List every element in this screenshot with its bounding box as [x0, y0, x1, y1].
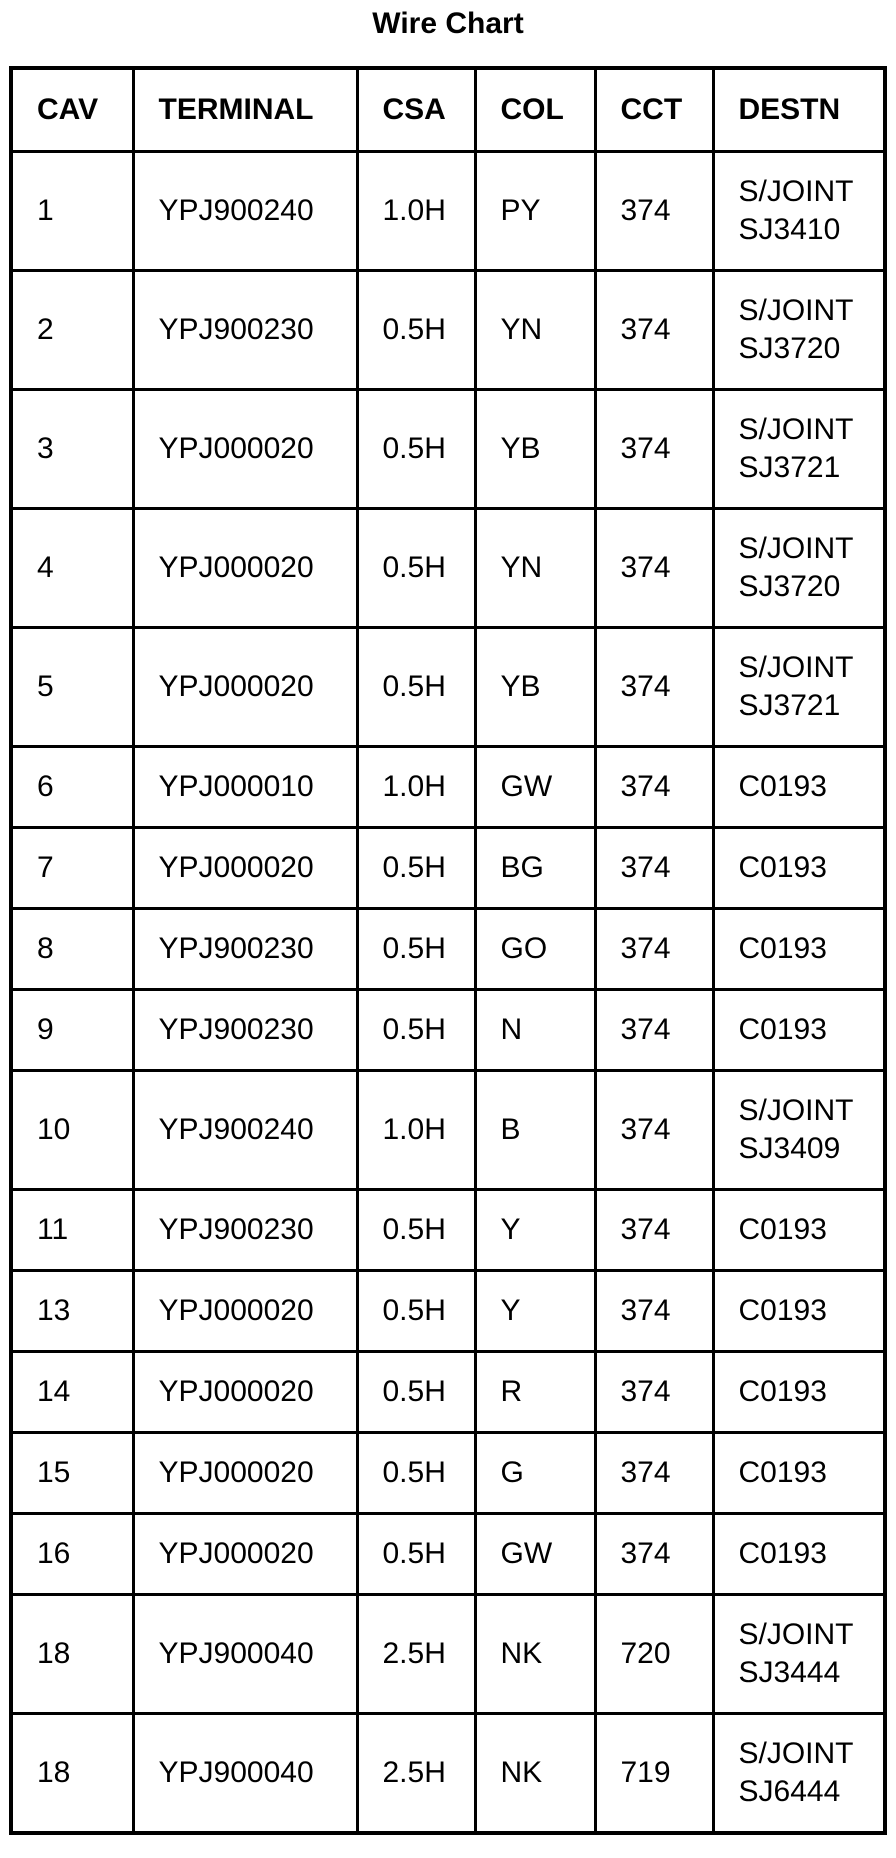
cell-cav: 7 — [11, 828, 133, 909]
table-row — [11, 828, 885, 909]
destn-line: SJ3721 — [738, 689, 841, 722]
cell-destn — [713, 271, 885, 390]
table-row — [11, 390, 885, 509]
cell-csa: 2.5H — [357, 1595, 475, 1714]
table-row — [11, 909, 885, 990]
table-row — [11, 509, 885, 628]
cell-cct: 374 — [595, 747, 713, 828]
table-row — [11, 1271, 885, 1352]
cell-csa: 0.5H — [357, 628, 475, 747]
cell-terminal: YPJ900040 — [133, 1595, 357, 1714]
cell-col: GO — [475, 909, 595, 990]
cell-cav: 2 — [11, 271, 133, 390]
cell-terminal: YPJ000020 — [133, 1352, 357, 1433]
cell-cct: 374 — [595, 1514, 713, 1595]
destn-line: S/JOINT — [738, 1737, 854, 1770]
cell-terminal: YPJ900040 — [133, 1714, 357, 1834]
destn-line: SJ3410 — [738, 213, 841, 246]
cell-destn — [713, 1514, 885, 1595]
cell-cav: 8 — [11, 909, 133, 990]
cell-destn — [713, 990, 885, 1071]
cell-csa: 0.5H — [357, 990, 475, 1071]
destn-line: SJ3720 — [738, 332, 841, 365]
destn-line: C0193 — [738, 1213, 827, 1246]
cell-cav: 13 — [11, 1271, 133, 1352]
cell-cct: 374 — [595, 390, 713, 509]
cell-col: Y — [475, 1271, 595, 1352]
cell-col: GW — [475, 747, 595, 828]
header-csa: CSA — [357, 68, 475, 152]
cell-cav: 9 — [11, 990, 133, 1071]
cell-terminal: YPJ000020 — [133, 628, 357, 747]
cell-destn — [713, 628, 885, 747]
table-row — [11, 1514, 885, 1595]
wire-chart-table — [9, 66, 887, 1835]
cell-terminal: YPJ900230 — [133, 909, 357, 990]
header-terminal: TERMINAL — [133, 68, 357, 152]
cell-cct: 374 — [595, 1190, 713, 1271]
table-row — [11, 747, 885, 828]
destn-line: C0193 — [738, 1375, 827, 1408]
cell-csa: 0.5H — [357, 509, 475, 628]
destn-line: SJ3720 — [738, 570, 841, 603]
table-header-row — [11, 68, 885, 152]
cell-cav: 18 — [11, 1595, 133, 1714]
cell-csa: 0.5H — [357, 1514, 475, 1595]
table-body — [11, 152, 885, 1834]
cell-col: R — [475, 1352, 595, 1433]
destn-line: C0193 — [738, 1294, 827, 1327]
cell-destn — [713, 1714, 885, 1834]
cell-cct: 720 — [595, 1595, 713, 1714]
cell-cav: 1 — [11, 152, 133, 271]
cell-destn — [713, 152, 885, 271]
cell-csa: 0.5H — [357, 271, 475, 390]
cell-col: YB — [475, 628, 595, 747]
destn-line: S/JOINT — [738, 413, 854, 446]
cell-terminal: YPJ000020 — [133, 390, 357, 509]
table-row — [11, 1071, 885, 1190]
cell-cct: 374 — [595, 1271, 713, 1352]
cell-destn — [713, 1190, 885, 1271]
cell-terminal: YPJ000020 — [133, 1433, 357, 1514]
cell-col: Y — [475, 1190, 595, 1271]
cell-col: N — [475, 990, 595, 1071]
cell-destn — [713, 1071, 885, 1190]
cell-terminal: YPJ000020 — [133, 1514, 357, 1595]
cell-cav: 18 — [11, 1714, 133, 1834]
cell-col: NK — [475, 1595, 595, 1714]
cell-csa: 0.5H — [357, 1433, 475, 1514]
cell-destn — [713, 1352, 885, 1433]
cell-terminal: YPJ900230 — [133, 271, 357, 390]
cell-csa: 1.0H — [357, 747, 475, 828]
destn-line: C0193 — [738, 770, 827, 803]
table-row — [11, 1714, 885, 1834]
destn-line: C0193 — [738, 1013, 827, 1046]
cell-col: YN — [475, 271, 595, 390]
cell-cav: 16 — [11, 1514, 133, 1595]
destn-line: SJ3409 — [738, 1132, 841, 1165]
cell-cct: 374 — [595, 909, 713, 990]
cell-col: PY — [475, 152, 595, 271]
cell-destn — [713, 390, 885, 509]
cell-col: NK — [475, 1714, 595, 1834]
destn-line: S/JOINT — [738, 1094, 854, 1127]
destn-line: S/JOINT — [738, 1618, 854, 1651]
destn-line: C0193 — [738, 932, 827, 965]
cell-destn — [713, 747, 885, 828]
cell-terminal: YPJ900230 — [133, 1190, 357, 1271]
destn-line: C0193 — [738, 1537, 827, 1570]
cell-destn — [713, 509, 885, 628]
table-row — [11, 990, 885, 1071]
destn-line: S/JOINT — [738, 532, 854, 565]
cell-csa: 0.5H — [357, 390, 475, 509]
cell-col: YB — [475, 390, 595, 509]
cell-cct: 374 — [595, 152, 713, 271]
cell-cct: 719 — [595, 1714, 713, 1834]
cell-cav: 15 — [11, 1433, 133, 1514]
destn-line: SJ6444 — [738, 1775, 841, 1808]
destn-line: C0193 — [738, 1456, 827, 1489]
cell-destn — [713, 909, 885, 990]
cell-cct: 374 — [595, 990, 713, 1071]
cell-cav: 14 — [11, 1352, 133, 1433]
cell-terminal: YPJ000020 — [133, 828, 357, 909]
cell-cav: 11 — [11, 1190, 133, 1271]
cell-csa: 1.0H — [357, 1071, 475, 1190]
header-cav: CAV — [11, 68, 133, 152]
table-row — [11, 1190, 885, 1271]
destn-line: SJ3721 — [738, 451, 841, 484]
cell-cct: 374 — [595, 271, 713, 390]
cell-terminal: YPJ900240 — [133, 1071, 357, 1190]
cell-terminal: YPJ000020 — [133, 1271, 357, 1352]
cell-col: G — [475, 1433, 595, 1514]
table-row — [11, 1433, 885, 1514]
cell-cct: 374 — [595, 628, 713, 747]
cell-cav: 4 — [11, 509, 133, 628]
cell-cav: 6 — [11, 747, 133, 828]
header-cct: CCT — [595, 68, 713, 152]
header-destn: DESTN — [713, 68, 885, 152]
cell-cct: 374 — [595, 1433, 713, 1514]
cell-cct: 374 — [595, 1352, 713, 1433]
table-row — [11, 1595, 885, 1714]
page-title: Wire Chart — [372, 7, 524, 40]
cell-terminal: YPJ900230 — [133, 990, 357, 1071]
table-row — [11, 1352, 885, 1433]
table-row — [11, 628, 885, 747]
header-col: COL — [475, 68, 595, 152]
destn-line: SJ3444 — [738, 1656, 841, 1689]
cell-cav: 5 — [11, 628, 133, 747]
cell-terminal: YPJ900240 — [133, 152, 357, 271]
destn-line: C0193 — [738, 851, 827, 884]
cell-cav: 3 — [11, 390, 133, 509]
cell-destn — [713, 1595, 885, 1714]
cell-csa: 2.5H — [357, 1714, 475, 1834]
cell-cav: 10 — [11, 1071, 133, 1190]
cell-csa: 0.5H — [357, 1271, 475, 1352]
cell-csa: 0.5H — [357, 909, 475, 990]
cell-col: BG — [475, 828, 595, 909]
cell-destn — [713, 1433, 885, 1514]
cell-destn — [713, 1271, 885, 1352]
cell-col: YN — [475, 509, 595, 628]
destn-line: S/JOINT — [738, 294, 854, 327]
cell-terminal: YPJ000010 — [133, 747, 357, 828]
cell-cct: 374 — [595, 828, 713, 909]
destn-line: S/JOINT — [738, 175, 854, 208]
cell-csa: 0.5H — [357, 1352, 475, 1433]
cell-csa: 1.0H — [357, 152, 475, 271]
cell-cct: 374 — [595, 509, 713, 628]
cell-terminal: YPJ000020 — [133, 509, 357, 628]
cell-csa: 0.5H — [357, 828, 475, 909]
cell-csa: 0.5H — [357, 1190, 475, 1271]
cell-col: B — [475, 1071, 595, 1190]
cell-destn — [713, 828, 885, 909]
destn-line: S/JOINT — [738, 651, 854, 684]
cell-cct: 374 — [595, 1071, 713, 1190]
table-row — [11, 152, 885, 271]
table-row — [11, 271, 885, 390]
cell-col: GW — [475, 1514, 595, 1595]
